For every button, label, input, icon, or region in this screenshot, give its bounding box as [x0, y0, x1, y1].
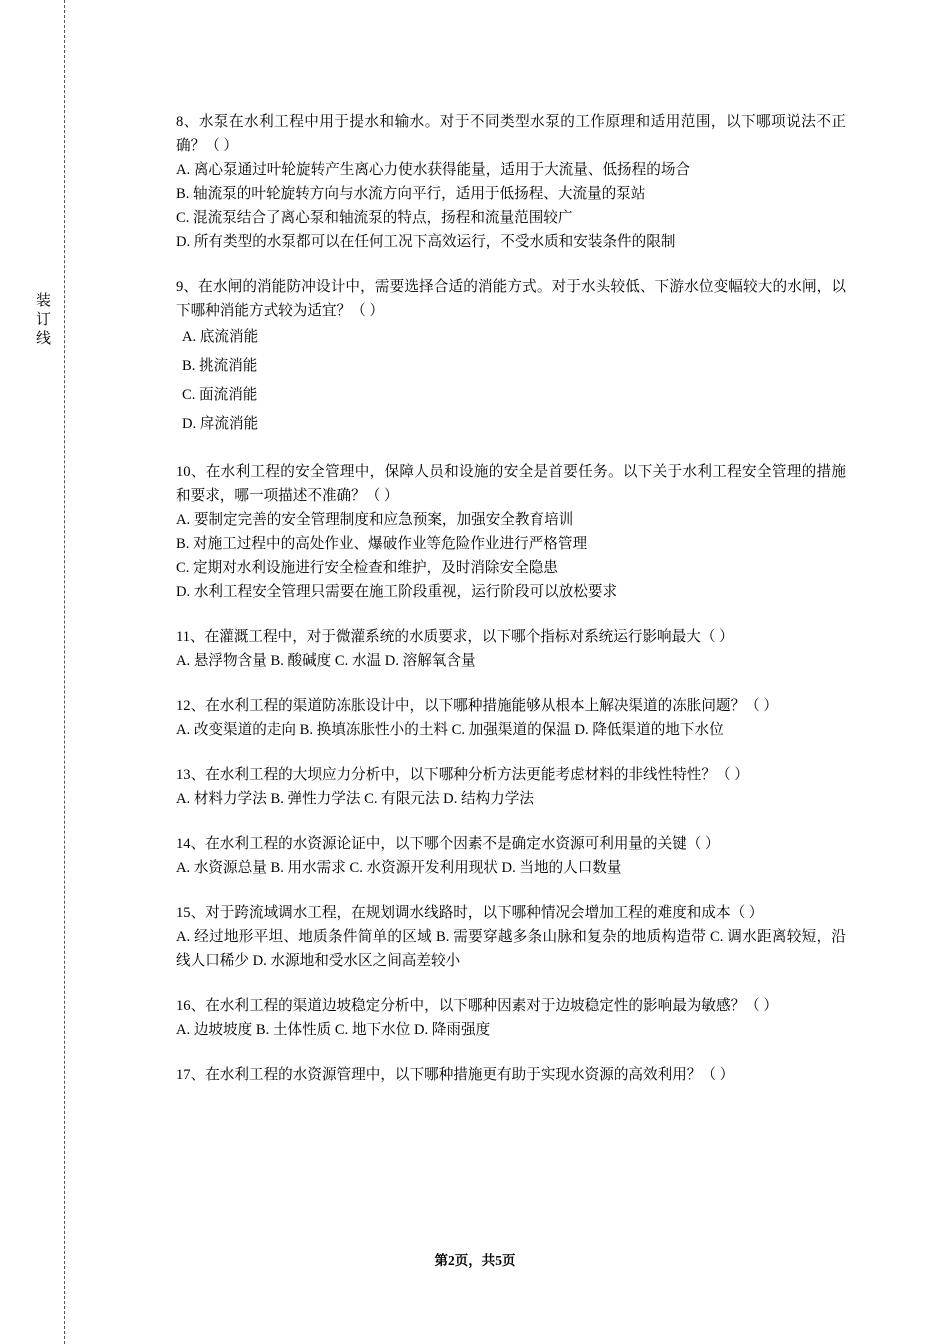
- question-option[interactable]: B. 对施工过程中的高处作业、爆破作业等危险作业进行严格管理: [176, 536, 588, 552]
- question-stem: 8、水泵在水利工程中用于提水和输水。对于不同类型水泵的工作原理和适用范围，以下哪项说法不正确？（ ）: [176, 114, 846, 154]
- question-option[interactable]: D. 所有类型的水泵都可以在任何工况下高效运行，不受水质和安装条件的限制: [176, 234, 676, 250]
- question-option[interactable]: A. 材料力学法 B. 弹性力学法 C. 有限元法 D. 结构力学法: [176, 791, 534, 807]
- question-option[interactable]: C. 混流泵结合了离心泵和轴流泵的特点，扬程和流量范围较广: [176, 210, 573, 226]
- binding-label: 装订线: [35, 293, 52, 347]
- question-item: [176, 1063, 846, 1087]
- question-option[interactable]: D. 戽流消能: [182, 416, 259, 432]
- binding-dashed-line: [64, 0, 65, 1344]
- page-footer: 第2页，共5页: [434, 1253, 516, 1268]
- question-stem: 10、在水利工程的安全管理中，保障人员和设施的安全是首要任务。以下关于水利工程安全管理的措施和要求，哪一项描述不准确？（ ）: [176, 464, 846, 504]
- question-list: [176, 110, 846, 1108]
- question-option[interactable]: A. 悬浮物含量 B. 酸碱度 C. 水温 D. 溶解氧含量: [176, 653, 476, 669]
- question-option[interactable]: D. 水利工程安全管理只需要在施工阶段重视，运行阶段可以放松要求: [176, 584, 618, 600]
- question-option[interactable]: A. 离心泵通过叶轮旋转产生离心力使水获得能量，适用于大流量、低扬程的场合: [176, 162, 691, 178]
- question-option[interactable]: A. 边坡坡度 B. 土体性质 C. 地下水位 D. 降雨强度: [176, 1022, 491, 1038]
- question-option[interactable]: A. 水资源总量 B. 用水需求 C. 水资源开发利用现状 D. 当地的人口数量: [176, 860, 622, 876]
- question-stem: 14、在水利工程的水资源论证中，以下哪个因素不是确定水资源可利用量的关键（ ）: [176, 836, 720, 852]
- question-item: [176, 994, 846, 1042]
- question-stem: 11、在灌溉工程中，对于微灌系统的水质要求，以下哪个指标对系统运行影响最大（ ）: [176, 629, 734, 645]
- question-option[interactable]: C. 定期对水利设施进行安全检查和维护，及时消除安全隐患: [176, 560, 558, 576]
- question-stem: 12、在水利工程的渠道防冻胀设计中，以下哪种措施能够从根本上解决渠道的冻胀问题？（ ）: [176, 698, 778, 714]
- question-item: [176, 694, 846, 742]
- question-item: [176, 763, 846, 811]
- question-stem: 15、对于跨流域调水工程，在规划调水线路时，以下哪种情况会增加工程的难度和成本（ ）: [176, 905, 764, 921]
- question-item: [176, 625, 846, 673]
- question-item: [176, 901, 846, 973]
- question-item: [176, 460, 846, 604]
- question-item: [176, 832, 846, 880]
- question-option[interactable]: A. 底流消能: [182, 329, 259, 345]
- question-stem: 13、在水利工程的大坝应力分析中，以下哪种分析方法更能考虑材料的非线性特性？（ ）: [176, 767, 749, 783]
- question-option[interactable]: B. 轴流泵的叶轮旋转方向与水流方向平行，适用于低扬程、大流量的泵站: [176, 186, 646, 202]
- question-option[interactable]: C. 面流消能: [182, 387, 258, 403]
- question-stem: 9、在水闸的消能防冲设计中，需要选择合适的消能方式。对于水头较低、下游水位变幅较大的水闸，以下哪种消能方式较为适宜？（ ）: [176, 279, 846, 319]
- question-stem: 16、在水利工程的渠道边坡稳定分析中，以下哪种因素对于边坡稳定性的影响最为敏感？（ ）: [176, 998, 778, 1014]
- question-option[interactable]: A. 改变渠道的走向 B. 换填冻胀性小的土料 C. 加强渠道的保温 D. 降低渠道的地下水位: [176, 722, 724, 738]
- question-stem: 17、在水利工程的水资源管理中，以下哪种措施更有助于实现水资源的高效利用？（ ）: [176, 1067, 735, 1083]
- question-option[interactable]: A. 要制定完善的安全管理制度和应急预案，加强安全教育培训: [176, 512, 574, 528]
- question-item: [176, 275, 846, 439]
- question-option[interactable]: B. 挑流消能: [182, 358, 258, 374]
- question-option[interactable]: A. 经过地形平坦、地质条件简单的区域 B. 需要穿越多条山脉和复杂的地质构造带 C. 调水距离较短，沿线人口稀少 D. 水源地和受水区之间高差较小: [176, 929, 846, 969]
- question-item: [176, 110, 846, 254]
